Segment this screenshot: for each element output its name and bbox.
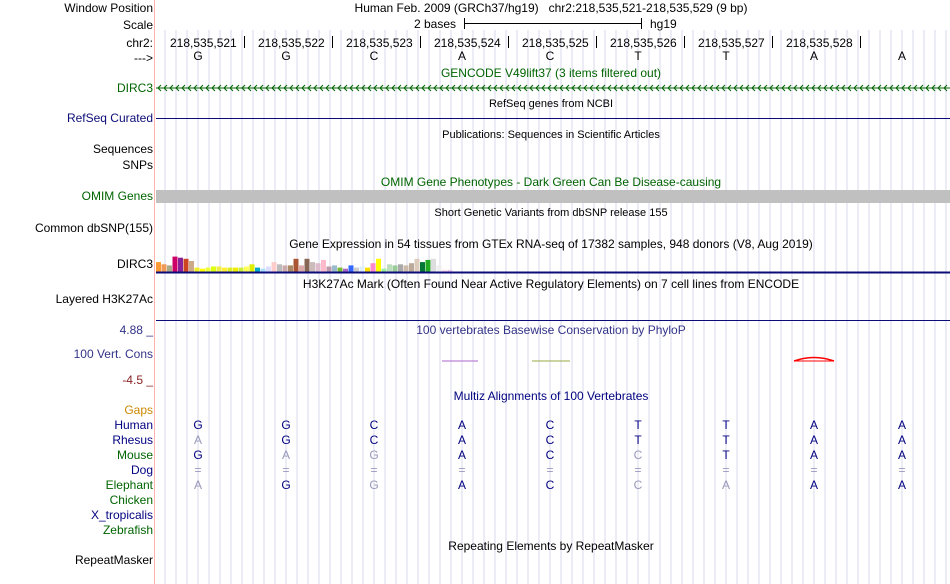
gtex-tissue-bar <box>299 265 304 272</box>
window-position-text: Human Feb. 2009 (GRCh37/hg19) chr2:218,535,521-218,535,529 (9 bp) <box>354 1 748 15</box>
alignment-base: = <box>458 463 466 477</box>
gtex-tissue-bar <box>327 267 332 273</box>
species-label-dog: Dog <box>130 463 153 477</box>
gtex-tissue-bar <box>239 268 244 272</box>
position-tick <box>860 36 861 48</box>
gtex-tissue-bar <box>250 264 255 272</box>
position-tick <box>596 36 597 48</box>
phylop-track-title: 100 vertebrates Basewise Conservation by PhyloP <box>416 323 686 337</box>
gtex-tissue-bar <box>305 259 310 272</box>
position-tick-label: 218,535,525 <box>522 36 589 50</box>
scale-bar <box>464 18 642 29</box>
species-label-zebrafish: Zebrafish <box>102 523 153 537</box>
base-letter: C <box>545 49 555 63</box>
gtex-tissue-bar <box>233 268 238 272</box>
alignment-base: A <box>897 418 907 432</box>
species-label-rhesus: Rhesus <box>112 433 153 447</box>
alignment-base: T <box>634 433 642 447</box>
alignment-base: A <box>897 433 907 447</box>
position-tick <box>508 36 509 48</box>
publications-label-sequences[interactable]: Sequences <box>92 142 153 156</box>
gtex-tissue-bar <box>211 267 216 273</box>
position-tick <box>420 36 421 48</box>
alignment-base: G <box>281 478 291 492</box>
alignment-base: T <box>722 418 730 432</box>
alignment-base: = <box>282 463 290 477</box>
gtex-tissue-bar <box>316 263 321 272</box>
alignment-base: = <box>194 463 202 477</box>
alignment-base: C <box>545 448 555 462</box>
gtex-tissue-bar <box>189 261 194 272</box>
gtex-tissue-bar <box>222 268 227 272</box>
gtex-tissue-bar <box>338 268 343 272</box>
species-label-x_tropicalis: X_tropicalis <box>90 508 153 522</box>
alignment-base: C <box>545 433 555 447</box>
gtex-tissue-bar <box>321 260 326 272</box>
gtex-tissue-bar <box>195 268 200 272</box>
alignment-base: C <box>369 433 379 447</box>
base-letter: T <box>722 49 730 63</box>
position-tick <box>772 36 773 48</box>
label-separator <box>154 0 155 584</box>
gtex-tissue-bar <box>332 265 337 272</box>
position-tick <box>332 36 333 48</box>
omim-feature-bar[interactable] <box>156 190 950 203</box>
alignment-base: C <box>369 418 379 432</box>
dbsnp-track-title: Short Genetic Variants from dbSNP release 155 <box>434 207 668 219</box>
alignment-base: = <box>722 463 730 477</box>
position-tick-label: 218,535,527 <box>698 36 765 50</box>
gtex-tissue-bar <box>365 268 370 272</box>
alignment-base: G <box>281 433 291 447</box>
gtex-tissue-bar <box>266 267 271 273</box>
alignment-base: A <box>897 478 907 492</box>
base-letter: T <box>634 49 642 63</box>
alignment-base: = <box>810 463 818 477</box>
repeatmasker-track-label[interactable]: RepeatMasker <box>74 553 153 567</box>
gtex-tissue-bar <box>228 268 233 272</box>
gtex-tissue-bar <box>387 264 392 272</box>
alignment-base: A <box>457 478 467 492</box>
alignment-base: = <box>634 463 642 477</box>
alignment-base: = <box>370 463 378 477</box>
gtex-tissue-bar <box>178 258 183 272</box>
alignment-base: A <box>809 418 819 432</box>
alignment-base: = <box>898 463 906 477</box>
alignment-base: A <box>809 448 819 462</box>
alignment-base: A <box>193 433 203 447</box>
alignment-base: G <box>281 418 291 432</box>
gtex-tissue-bar <box>371 263 376 272</box>
alignment-base: C <box>545 478 555 492</box>
alignment-base: G <box>369 478 379 492</box>
gtex-tissue-bar <box>415 259 420 272</box>
base-letter: G <box>193 49 203 63</box>
alignment-base: A <box>457 418 467 432</box>
multiz-gaps-label: Gaps <box>124 403 153 417</box>
phylop-track-label[interactable]: 100 Vert. Cons <box>73 347 153 361</box>
h3k27ac-baseline <box>156 320 950 321</box>
base-letter: A <box>457 49 467 63</box>
alignment-base: T <box>634 418 642 432</box>
gtex-tissue-bar <box>272 262 277 272</box>
alignment-base: A <box>193 478 203 492</box>
gencode-gene-label[interactable]: DIRC3 <box>116 81 153 95</box>
position-tick-label: 218,535,526 <box>610 36 677 50</box>
publications-track-title: Publications: Sequences in Scientific Articles <box>442 129 660 141</box>
position-tick-label: 218,535,528 <box>786 36 853 50</box>
alignment-base: A <box>809 478 819 492</box>
base-letter: A <box>809 49 819 63</box>
alignment-base: C <box>633 478 643 492</box>
gtex-tissue-bar <box>393 265 398 272</box>
refseq-gene-feature[interactable] <box>156 118 950 119</box>
gtex-expression-bars[interactable] <box>156 250 950 274</box>
phylop-signal <box>156 352 950 364</box>
gtex-tissue-bar <box>184 259 189 272</box>
alignment-base: A <box>281 448 291 462</box>
alignment-base: A <box>457 448 467 462</box>
h3k27ac-track-title: H3K27Ac Mark (Often Found Near Active Regulatory Elements) on 7 cell lines from ENCODE <box>302 277 800 291</box>
alignment-base: C <box>545 418 555 432</box>
gtex-tissue-bar <box>431 259 436 272</box>
position-tick-label: 218,535,522 <box>258 36 325 50</box>
species-label-mouse: Mouse <box>116 448 153 462</box>
position-tick-label: 218,535,521 <box>170 36 237 50</box>
omim-track-title: OMIM Gene Phenotypes - Dark Green Can Be Disease-causing <box>380 175 722 189</box>
base-letter: A <box>897 49 907 63</box>
position-tick-label: 218,535,524 <box>434 36 501 50</box>
species-label-human: Human <box>114 418 153 432</box>
gtex-tissue-bar <box>167 265 172 272</box>
alignment-base: = <box>546 463 554 477</box>
alignment-base: G <box>193 418 203 432</box>
position-tick <box>684 36 685 48</box>
alignment-base: A <box>457 433 467 447</box>
window-position-label: Window Position <box>64 1 153 15</box>
refseq-track-title: RefSeq genes from NCBI <box>488 98 614 110</box>
gtex-tissue-bar <box>277 264 282 272</box>
gtex-tissue-bar <box>156 262 161 272</box>
gtex-tissue-bar <box>206 268 211 272</box>
alignment-base: A <box>897 448 907 462</box>
position-tick <box>244 36 245 48</box>
gencode-gene-feature[interactable] <box>156 82 950 94</box>
strand-label: ---> <box>134 51 153 65</box>
gtex-tissue-bar <box>426 260 431 272</box>
assembly-label: hg19 <box>650 17 677 31</box>
alignment-base: G <box>369 448 379 462</box>
scale-label: Scale <box>122 18 153 32</box>
phylop-max-value: 4.88 _ <box>119 323 153 337</box>
gtex-tissue-bar <box>162 264 167 272</box>
gtex-tissue-bar <box>288 265 293 272</box>
gtex-gene-label[interactable]: DIRC3 <box>116 257 153 271</box>
position-tick-label: 218,535,523 <box>346 36 413 50</box>
species-label-chicken: Chicken <box>109 493 153 507</box>
multiz-track-title: Multiz Alignments of 100 Vertebrates <box>453 389 649 403</box>
base-letter: G <box>281 49 291 63</box>
refseq-track-label[interactable]: RefSeq Curated <box>66 111 153 125</box>
chrom-label: chr2: <box>126 36 153 50</box>
gtex-tissue-bar <box>310 262 315 272</box>
alignment-base: T <box>722 433 730 447</box>
alignment-base: C <box>633 448 643 462</box>
scale-bar-text: 2 bases <box>414 17 457 31</box>
gtex-track-title: Gene Expression in 54 tissues from GTEx RNA-seq of 17382 samples, 948 donors (V8, Aug 2019) <box>289 237 813 251</box>
gtex-tissue-bar <box>420 262 425 272</box>
publications-label-snps[interactable]: SNPs <box>122 158 153 172</box>
base-letter: C <box>369 49 379 63</box>
gtex-tissue-bar <box>217 267 222 273</box>
gtex-tissue-bar <box>437 265 442 272</box>
alignment-base: A <box>721 478 731 492</box>
gtex-tissue-bar <box>404 265 409 272</box>
gtex-tissue-bar <box>283 265 288 272</box>
phylop-min-value: -4.5 _ <box>122 373 153 387</box>
gtex-tissue-bar <box>349 265 354 272</box>
h3k27ac-track-label[interactable]: Layered H3K27Ac <box>55 292 153 306</box>
gtex-tissue-bar <box>244 267 249 273</box>
alignment-base: T <box>722 448 730 462</box>
gtex-tissue-bar <box>173 257 178 272</box>
species-label-elephant: Elephant <box>105 478 153 492</box>
gencode-track-title: GENCODE V49lift37 (3 items filtered out) <box>440 66 662 80</box>
alignment-base: A <box>809 433 819 447</box>
gtex-tissue-bar <box>398 264 403 272</box>
gtex-tissue-bar <box>255 268 260 272</box>
gtex-tissue-bar <box>294 259 299 272</box>
gtex-tissue-bar <box>360 267 365 273</box>
gtex-tissue-bar <box>376 259 381 272</box>
alignment-base: G <box>193 448 203 462</box>
repeatmasker-track-title: Repeating Elements by RepeatMasker <box>448 539 654 553</box>
omim-track-label[interactable]: OMIM Genes <box>81 189 153 203</box>
gtex-tissue-bar <box>409 263 414 272</box>
dbsnp-track-label[interactable]: Common dbSNP(155) <box>34 221 153 235</box>
gtex-tissue-bar <box>354 268 359 272</box>
